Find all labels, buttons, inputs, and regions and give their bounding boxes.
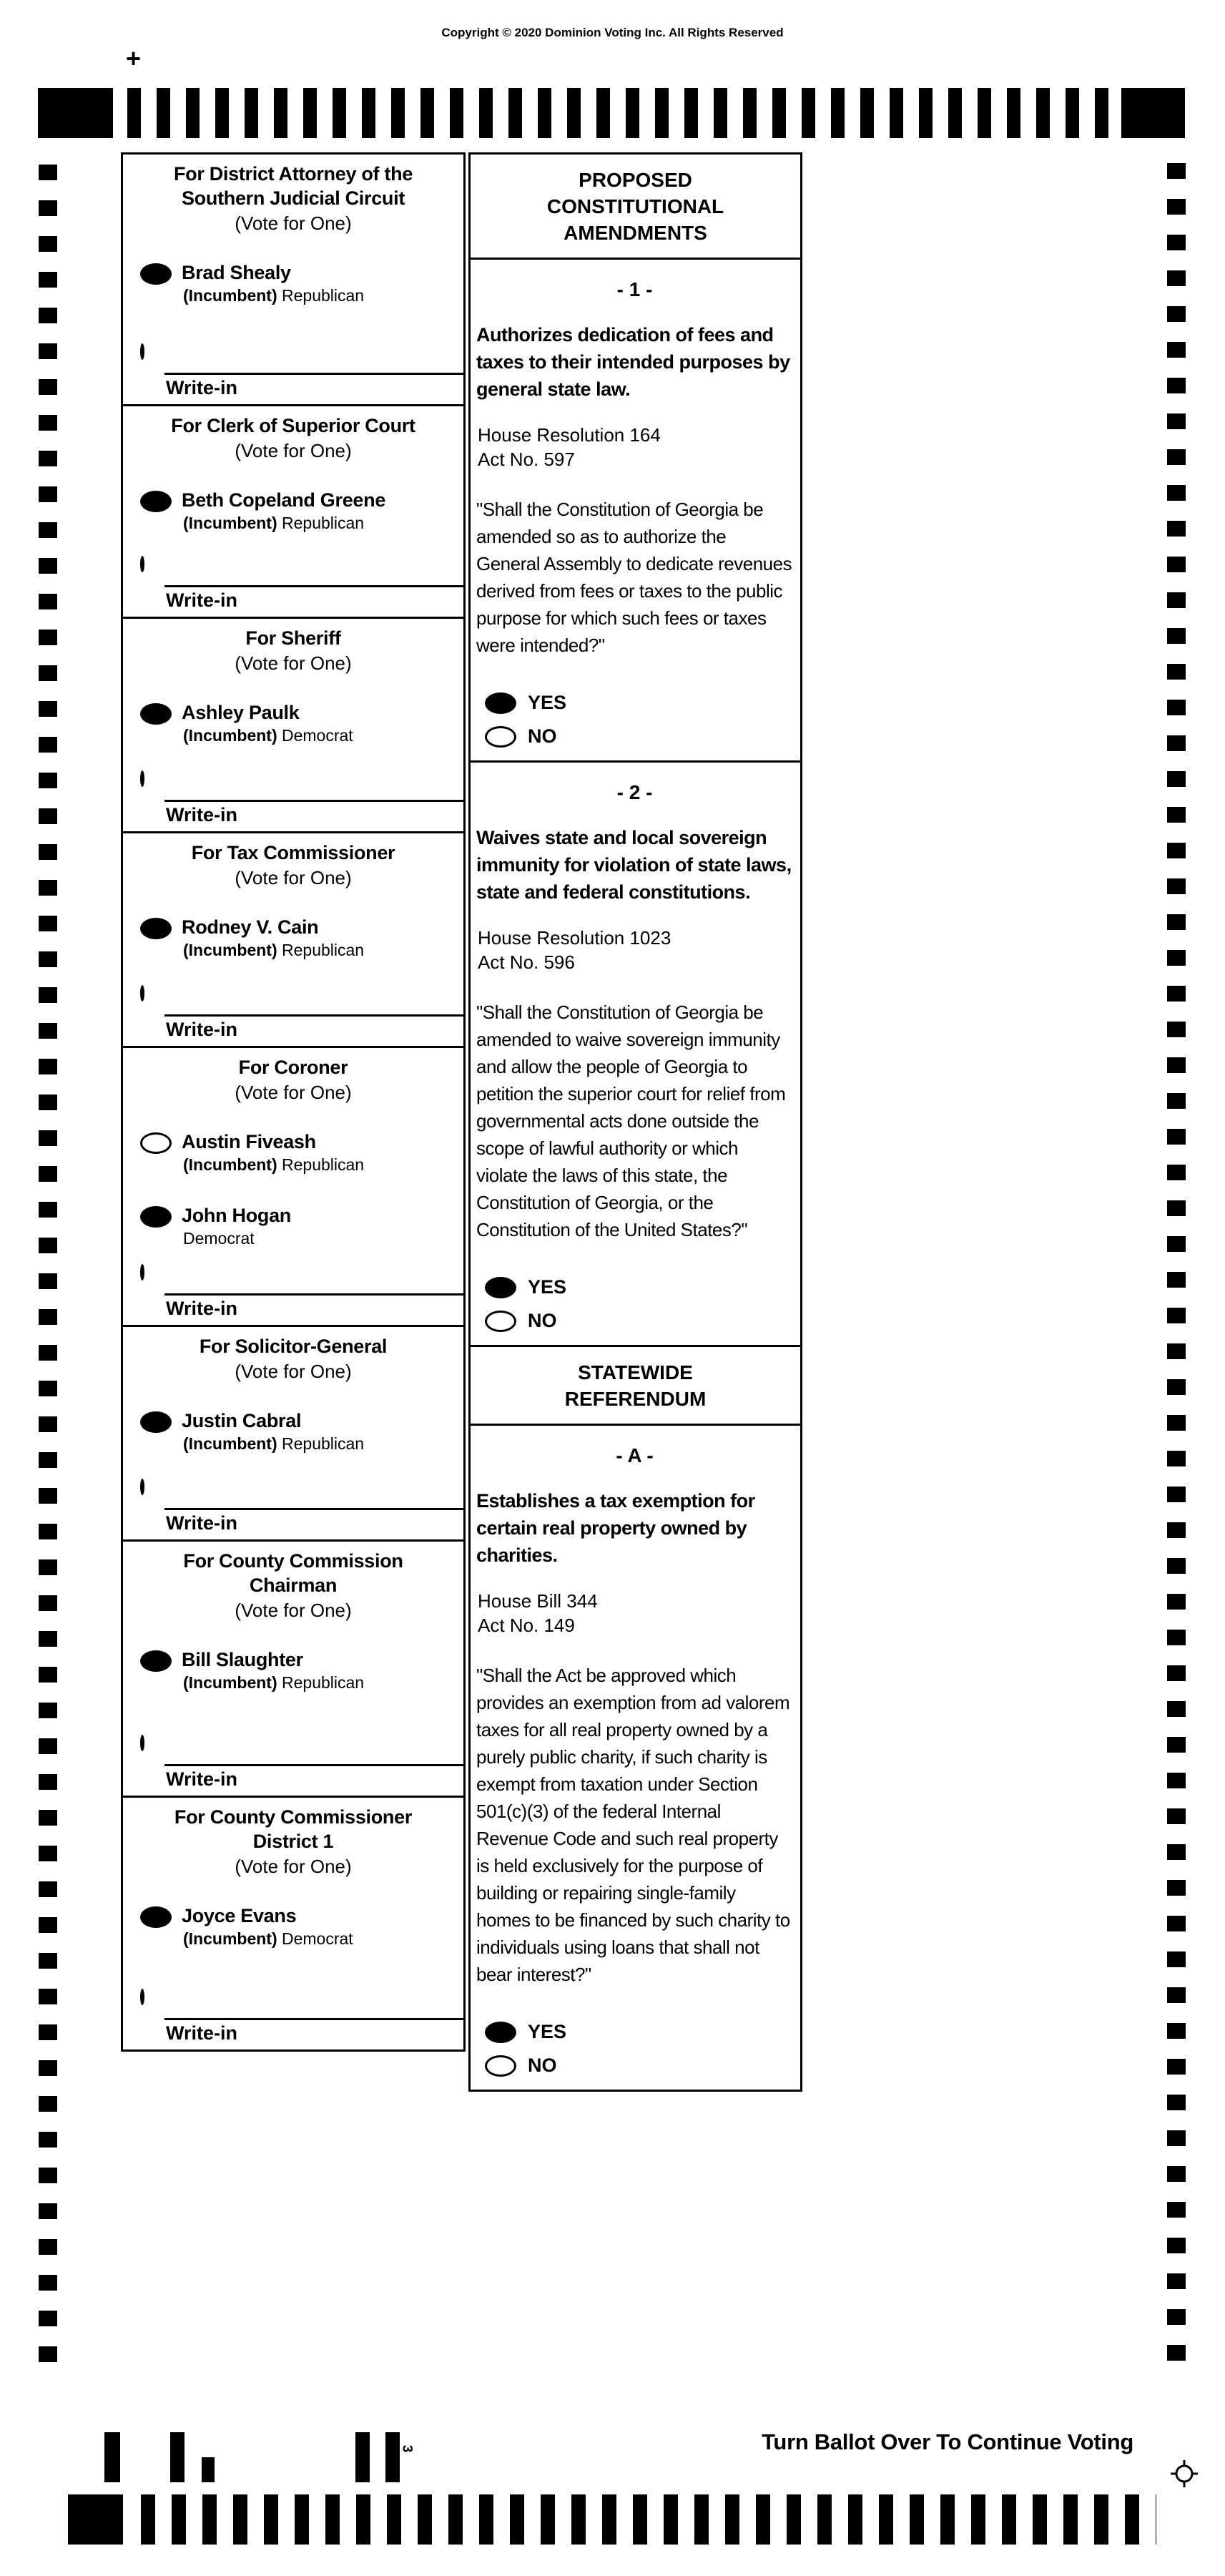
- candidate-detail: [183, 1672, 364, 1693]
- turn-ballot-over-text: Turn Ballot Over To Continue Voting: [762, 2429, 1133, 2454]
- measure-amendment-1: [471, 260, 800, 763]
- contest-district-attorney: [123, 155, 463, 406]
- registration-crosshair-icon: [1170, 2459, 1199, 2488]
- no-label: NO: [528, 725, 557, 747]
- measure-authority: [476, 1589, 793, 1637]
- contest-tax-commissioner: [123, 833, 463, 1048]
- vote-for-instruction: (Vote for One): [235, 1600, 352, 1621]
- referendum-header-text: STATEWIDE REFERENDUM: [564, 1361, 707, 1410]
- party-label: Republican: [282, 1673, 365, 1692]
- write-in-block: [123, 346, 463, 404]
- candidate-oval[interactable]: [140, 491, 172, 512]
- write-in-label: Write-in: [166, 2022, 237, 2044]
- write-in-block: [123, 987, 463, 1046]
- candidate-row: [140, 261, 463, 306]
- contest-title: For Solicitor-General: [199, 1336, 388, 1357]
- candidate-oval[interactable]: [140, 703, 172, 725]
- candidate-row: [140, 1204, 463, 1249]
- party-label: Republican: [282, 514, 365, 532]
- authority-line: House Resolution 164: [478, 424, 661, 446]
- no-oval[interactable]: [485, 1311, 516, 1332]
- write-in-line[interactable]: [164, 2018, 463, 2020]
- contest-title: For Tax Commissioner: [191, 842, 395, 863]
- plus-registration-mark: +: [126, 44, 142, 73]
- candidate-row: [140, 1904, 463, 1949]
- party-label: Republican: [282, 941, 365, 959]
- no-choice-row: [485, 2055, 793, 2077]
- no-label: NO: [528, 1310, 557, 1331]
- measure-number: - 2 -: [616, 781, 653, 803]
- contest-coroner: [123, 1048, 463, 1327]
- vote-for-instruction: (Vote for One): [235, 212, 352, 234]
- yes-choice-row: [485, 2021, 793, 2043]
- measure-question: "Shall the Constitution of Georgia be amended so as to authorize the General Assembly to dedicate revenues derived from fees or taxes to the public purpose for which such fees or taxes were intended?": [476, 499, 792, 656]
- write-in-block: [123, 1266, 463, 1325]
- candidate-detail: [183, 285, 364, 306]
- contest-title: For Sheriff: [245, 627, 341, 649]
- write-in-oval[interactable]: [140, 1735, 144, 1751]
- amendments-header: [471, 155, 800, 260]
- measures-column: [468, 152, 802, 2092]
- timing-block-top-left: [38, 88, 113, 138]
- timing-marks-right-edge: [1167, 163, 1186, 2361]
- write-in-oval[interactable]: [140, 985, 144, 1001]
- authority-line: Act No. 597: [478, 449, 575, 470]
- write-in-oval[interactable]: [140, 1479, 144, 1495]
- write-in-line[interactable]: [164, 800, 463, 802]
- measure-authority: [476, 926, 793, 974]
- candidate-name: Brad Shealy: [182, 262, 291, 283]
- incumbent-label: (Incumbent): [183, 726, 277, 745]
- vote-for-instruction: (Vote for One): [235, 652, 352, 674]
- candidate-oval[interactable]: [140, 1132, 172, 1154]
- measure-amendment-2: [471, 763, 800, 1347]
- write-in-label: Write-in: [166, 804, 237, 826]
- incumbent-label: (Incumbent): [183, 941, 277, 959]
- candidate-name: Rodney V. Cain: [182, 916, 319, 938]
- authority-line: House Resolution 1023: [478, 927, 671, 949]
- contest-sheriff: [123, 619, 463, 833]
- measure-authority: [476, 423, 793, 471]
- candidate-oval[interactable]: [140, 1206, 172, 1228]
- party-label: Republican: [282, 286, 365, 305]
- yes-choice-row: [485, 1276, 793, 1298]
- yes-label: YES: [528, 2021, 567, 2042]
- write-in-oval[interactable]: [140, 556, 144, 572]
- write-in-oval[interactable]: [140, 1989, 144, 2005]
- candidate-row: [140, 701, 463, 746]
- no-choice-row: [485, 725, 793, 748]
- write-in-oval[interactable]: [140, 770, 144, 787]
- yes-oval[interactable]: [485, 692, 516, 714]
- yes-oval[interactable]: [485, 2022, 516, 2043]
- vote-for-instruction: (Vote for One): [235, 440, 352, 461]
- measure-referendum-a: [471, 1426, 800, 2090]
- incumbent-label: (Incumbent): [183, 286, 277, 305]
- write-in-oval[interactable]: [140, 1264, 144, 1280]
- candidate-name: Beth Copeland Greene: [182, 489, 386, 511]
- write-in-line[interactable]: [164, 1293, 463, 1296]
- copyright-text: Copyright © 2020 Dominion Voting Inc. All Rights Reserved: [441, 26, 784, 39]
- measure-question: "Shall the Constitution of Georgia be amended to waive sovereign immunity and allow the people of Georgia to petition the superior court for relief from governmental acts done outside the scope of lawful authority or which violate the laws of this state, the Constitution of Georgia, or the Constitution of the United States?": [476, 1001, 786, 1240]
- candidate-name: Ashley Paulk: [182, 702, 300, 723]
- contest-title: For Clerk of Superior Court: [171, 415, 415, 436]
- contest-title: For County Commission Chairman: [183, 1550, 403, 1596]
- measure-question: "Shall the Act be approved which provides an exemption from ad valorem taxes for all real property owned by a purely public charity, if such charity is exempt from taxation under Section 501(c)(3) of the federal Internal Revenue Code and such real property is held exclusively for the purpose of building or repairing single-family homes to be financed by such charity to individuals using loans that shall not bear interest?": [476, 1665, 790, 1985]
- ballot-code-bar: [170, 2432, 185, 2482]
- no-oval[interactable]: [485, 726, 516, 748]
- authority-line: House Bill 344: [478, 1590, 598, 1612]
- authority-line: Act No. 149: [478, 1615, 575, 1636]
- incumbent-label: (Incumbent): [183, 1673, 277, 1692]
- candidate-oval[interactable]: [140, 1411, 172, 1433]
- vote-for-instruction: (Vote for One): [235, 1361, 352, 1382]
- contest-title: For Coroner: [238, 1057, 348, 1078]
- write-in-oval[interactable]: [140, 343, 144, 360]
- incumbent-label: (Incumbent): [183, 1155, 277, 1174]
- vote-for-instruction: (Vote for One): [235, 1856, 352, 1877]
- contests-column: [121, 152, 466, 2052]
- candidate-name: John Hogan: [182, 1205, 291, 1226]
- measure-number: - 1 -: [616, 278, 653, 300]
- candidate-row: [140, 1648, 463, 1693]
- yes-choice-row: [485, 692, 793, 714]
- incumbent-label: (Incumbent): [183, 1434, 277, 1453]
- timing-marks-left-edge: [39, 165, 57, 2362]
- candidate-name: Justin Cabral: [182, 1410, 302, 1431]
- ballot-code-bar: [355, 2432, 370, 2482]
- write-in-label: Write-in: [166, 1019, 237, 1040]
- no-oval[interactable]: [485, 2055, 516, 2077]
- contest-solicitor-general: [123, 1327, 463, 1542]
- party-label: Democrat: [282, 726, 353, 745]
- ballot-code-bar: [202, 2457, 215, 2482]
- candidate-detail: [183, 1433, 364, 1454]
- vote-for-instruction: (Vote for One): [235, 867, 352, 888]
- candidate-detail: [183, 1228, 291, 1249]
- contest-title: For County Commissioner District 1: [174, 1806, 413, 1852]
- write-in-line[interactable]: [164, 1764, 463, 1766]
- candidate-oval[interactable]: [140, 1906, 172, 1928]
- yes-oval[interactable]: [485, 1277, 516, 1298]
- candidate-detail: [183, 939, 364, 961]
- candidate-row: [140, 916, 463, 961]
- sheet-number: 3: [399, 2444, 415, 2453]
- write-in-block: [123, 1737, 463, 1796]
- write-in-label: Write-in: [166, 1768, 237, 1790]
- measure-summary: Establishes a tax exemption for certain real property owned by charities.: [476, 1490, 755, 1566]
- vote-for-instruction: (Vote for One): [235, 1082, 352, 1103]
- party-label: Democrat: [183, 1229, 255, 1248]
- candidate-detail: [183, 1928, 353, 1949]
- write-in-label: Write-in: [166, 589, 237, 611]
- write-in-block: [123, 1991, 463, 2049]
- candidate-row: [140, 1130, 463, 1175]
- timing-block-top-right: [1121, 88, 1185, 138]
- write-in-label: Write-in: [166, 1298, 237, 1319]
- write-in-label: Write-in: [166, 377, 237, 398]
- party-label: Republican: [282, 1434, 365, 1453]
- candidate-name: Bill Slaughter: [182, 1649, 303, 1670]
- incumbent-label: (Incumbent): [183, 1929, 277, 1948]
- candidate-name: Austin Fiveash: [182, 1131, 316, 1152]
- authority-line: Act No. 596: [478, 951, 575, 973]
- write-in-line[interactable]: [164, 373, 463, 375]
- candidate-name: Joyce Evans: [182, 1905, 297, 1926]
- candidate-detail: [183, 725, 353, 746]
- candidate-oval[interactable]: [140, 263, 172, 285]
- incumbent-label: (Incumbent): [183, 514, 277, 532]
- candidate-row: [140, 1409, 463, 1454]
- timing-block-bottom-left: [68, 2494, 123, 2545]
- write-in-block: [123, 1481, 463, 1539]
- yes-label: YES: [528, 1276, 567, 1298]
- no-choice-row: [485, 1310, 793, 1332]
- candidate-oval[interactable]: [140, 918, 172, 939]
- candidate-oval[interactable]: [140, 1650, 172, 1672]
- amendments-header-text: PROPOSED CONSTITUTIONAL AMENDMENTS: [546, 169, 724, 244]
- write-in-block: [123, 558, 463, 617]
- write-in-line[interactable]: [164, 1508, 463, 1510]
- referendum-header: [471, 1347, 800, 1426]
- no-label: NO: [528, 2055, 557, 2076]
- contest-county-commissioner-district-1: [123, 1798, 463, 2049]
- contest-clerk-superior-court: [123, 406, 463, 619]
- measure-summary: Waives state and local sovereign immunity for violation of state laws, state and federal constitutions.: [476, 827, 792, 903]
- measure-summary: Authorizes dedication of fees and taxes to their intended purposes by general state law.: [476, 324, 790, 400]
- party-label: Democrat: [282, 1929, 353, 1948]
- contest-county-commission-chairman: [123, 1542, 463, 1798]
- yes-label: YES: [528, 692, 567, 713]
- write-in-line[interactable]: [164, 585, 463, 587]
- candidate-detail: [183, 1154, 364, 1175]
- party-label: Republican: [282, 1155, 365, 1174]
- contest-title: For District Attorney of the Southern Judicial Circuit: [173, 163, 413, 209]
- ballot-code-bar: [104, 2432, 120, 2482]
- timing-marks-top: [127, 88, 1118, 138]
- candidate-row: [140, 489, 463, 534]
- write-in-line[interactable]: [164, 1014, 463, 1017]
- write-in-block: [123, 773, 463, 831]
- ballot-code-bar: [385, 2432, 400, 2482]
- candidate-detail: [183, 512, 385, 534]
- timing-marks-bottom: [141, 2494, 1156, 2545]
- write-in-label: Write-in: [166, 1512, 237, 1534]
- measure-number: - A -: [616, 1444, 654, 1466]
